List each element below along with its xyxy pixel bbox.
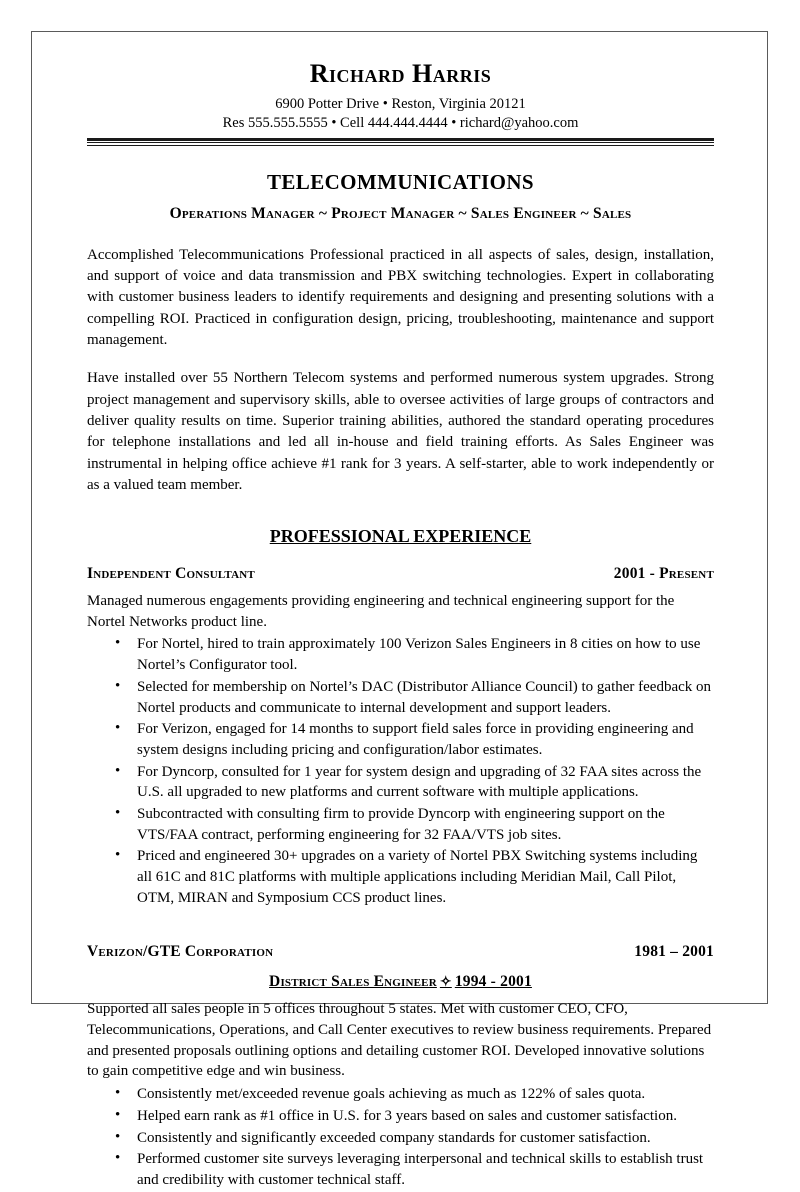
job-bullet-list bbox=[87, 634, 714, 908]
list-item: • Subcontracted with consulting firm to provide Dyncorp with engineering support on the VTS/FAA contract, performing engineering for 32 FAA/VTS job sites. bbox=[87, 804, 714, 845]
list-item: • Priced and engineered 30+ upgrades on a variety of Nortel PBX Switching systems including all 61C and 81C platforms with multiple applications including Meridian Mail, Call Pilot, OTM, MIRAN and Symposium CCS product lines. bbox=[87, 846, 714, 908]
list-item: • For Verizon, engaged for 14 months to support field sales force in providing engineering and system designs including pricing and configuration/labor estimates. bbox=[87, 719, 714, 760]
job-description: Supported all sales people in 5 offices throughout 5 states. Met with customer CEO, CFO, Telecommunications, Operations, and Call Center executives to review business requirements. Prepared and presented proposals outlining options and detailing customer ROI. Developed innovative solutions to gain competitive edge and win business. bbox=[87, 1001, 712, 1080]
job-description: Managed numerous engagements providing engineering and technical engineering support for the Nortel Networks product line. bbox=[87, 593, 675, 630]
job-entry-independent-consultant bbox=[87, 565, 714, 908]
section-heading-experience: PROFESSIONAL EXPERIENCE bbox=[269, 526, 532, 547]
diamond-icon: ✧ bbox=[439, 975, 452, 991]
list-item: • Consistently and significantly exceeded company standards for customer satisfaction. bbox=[87, 1128, 714, 1149]
resume-page bbox=[31, 31, 768, 1188]
header-divider-rule bbox=[87, 138, 714, 146]
list-item: • Helped earn rank as #1 office in U.S. for 3 years based on sales and customer satisfaction. bbox=[87, 1106, 714, 1127]
job-role-header bbox=[87, 973, 714, 991]
job-header bbox=[87, 565, 714, 583]
job-entry-verizon-gte bbox=[87, 943, 714, 1190]
document-subtitle: Operations Manager ~ Project Manager ~ Sales Engineer ~ Sales bbox=[169, 204, 632, 222]
resume-content bbox=[87, 60, 714, 1192]
summary-paragraph-1: Accomplished Telecommunications Professional practiced in all aspects of sales, design, installation, and support of voice and data transmission and PBX switching technologies. Expert in collaborating with customer business leaders to identify requirements and designing and presenting solutions with a compelling ROI. Practiced in configuration design, pricing, troubleshooting, maintenance and support management. bbox=[87, 246, 714, 349]
list-item: • Selected for membership on Nortel’s DAC (Distributor Alliance Council) to gather feedback on Nortel products and communicate to internal development and support leaders. bbox=[87, 677, 714, 718]
professional-experience-section bbox=[87, 526, 714, 1191]
job-role-dates: 1994 - 2001 bbox=[454, 973, 532, 991]
candidate-name: Richard Harris bbox=[309, 59, 492, 88]
job-employer: Verizon/GTE Corporation bbox=[87, 943, 274, 961]
job-header bbox=[87, 943, 714, 961]
list-item: • For Nortel, hired to train approximately 100 Verizon Sales Engineers in 8 cities on how to use Nortel’s Configurator tool. bbox=[87, 634, 714, 675]
job-role-title: District Sales Engineer bbox=[269, 973, 437, 991]
title-block bbox=[87, 170, 714, 223]
professional-summary bbox=[87, 245, 714, 496]
list-item: • Performed customer site surveys leveraging interpersonal and technical skills to establish trust and credibility with customer technical staff. bbox=[87, 1149, 714, 1190]
address-line: 6900 Potter Drive • Reston, Virginia 20121 bbox=[275, 95, 526, 112]
job-employer: Independent Consultant bbox=[87, 565, 255, 583]
list-item: • Consistently met/exceeded revenue goals achieving as much as 122% of sales quota. bbox=[87, 1084, 714, 1105]
document-title: TELECOMMUNICATIONS bbox=[266, 169, 534, 194]
section-spacer bbox=[87, 909, 714, 925]
contact-line: Res 555.555.5555 • Cell 444.444.4444 • richard@yahoo.com bbox=[222, 114, 579, 131]
summary-paragraph-2: Have installed over 55 Northern Telecom systems and performed numerous system upgrades. Strong project management and supervisory skills, able to oversee activities of large groups of contractors and deliver quality results on time. Superior training abilities, authored the standard operating procedures for telephone installations and led all in-house and field training efforts. As Sales Engineer was instrumental in helping office achieve #1 rank for 3 years. A self-starter, able to work independently or as a valued team member. bbox=[87, 370, 714, 493]
job-dates: 1981 – 2001 bbox=[634, 943, 714, 961]
job-bullet-list bbox=[87, 1084, 714, 1190]
list-item: • For Dyncorp, consulted for 1 year for system design and upgrading of 32 FAA sites across the U.S. all upgraded to new platforms and current software with multiple applications. bbox=[87, 762, 714, 803]
job-dates: 2001 - Present bbox=[613, 565, 714, 583]
resume-header bbox=[87, 60, 714, 146]
